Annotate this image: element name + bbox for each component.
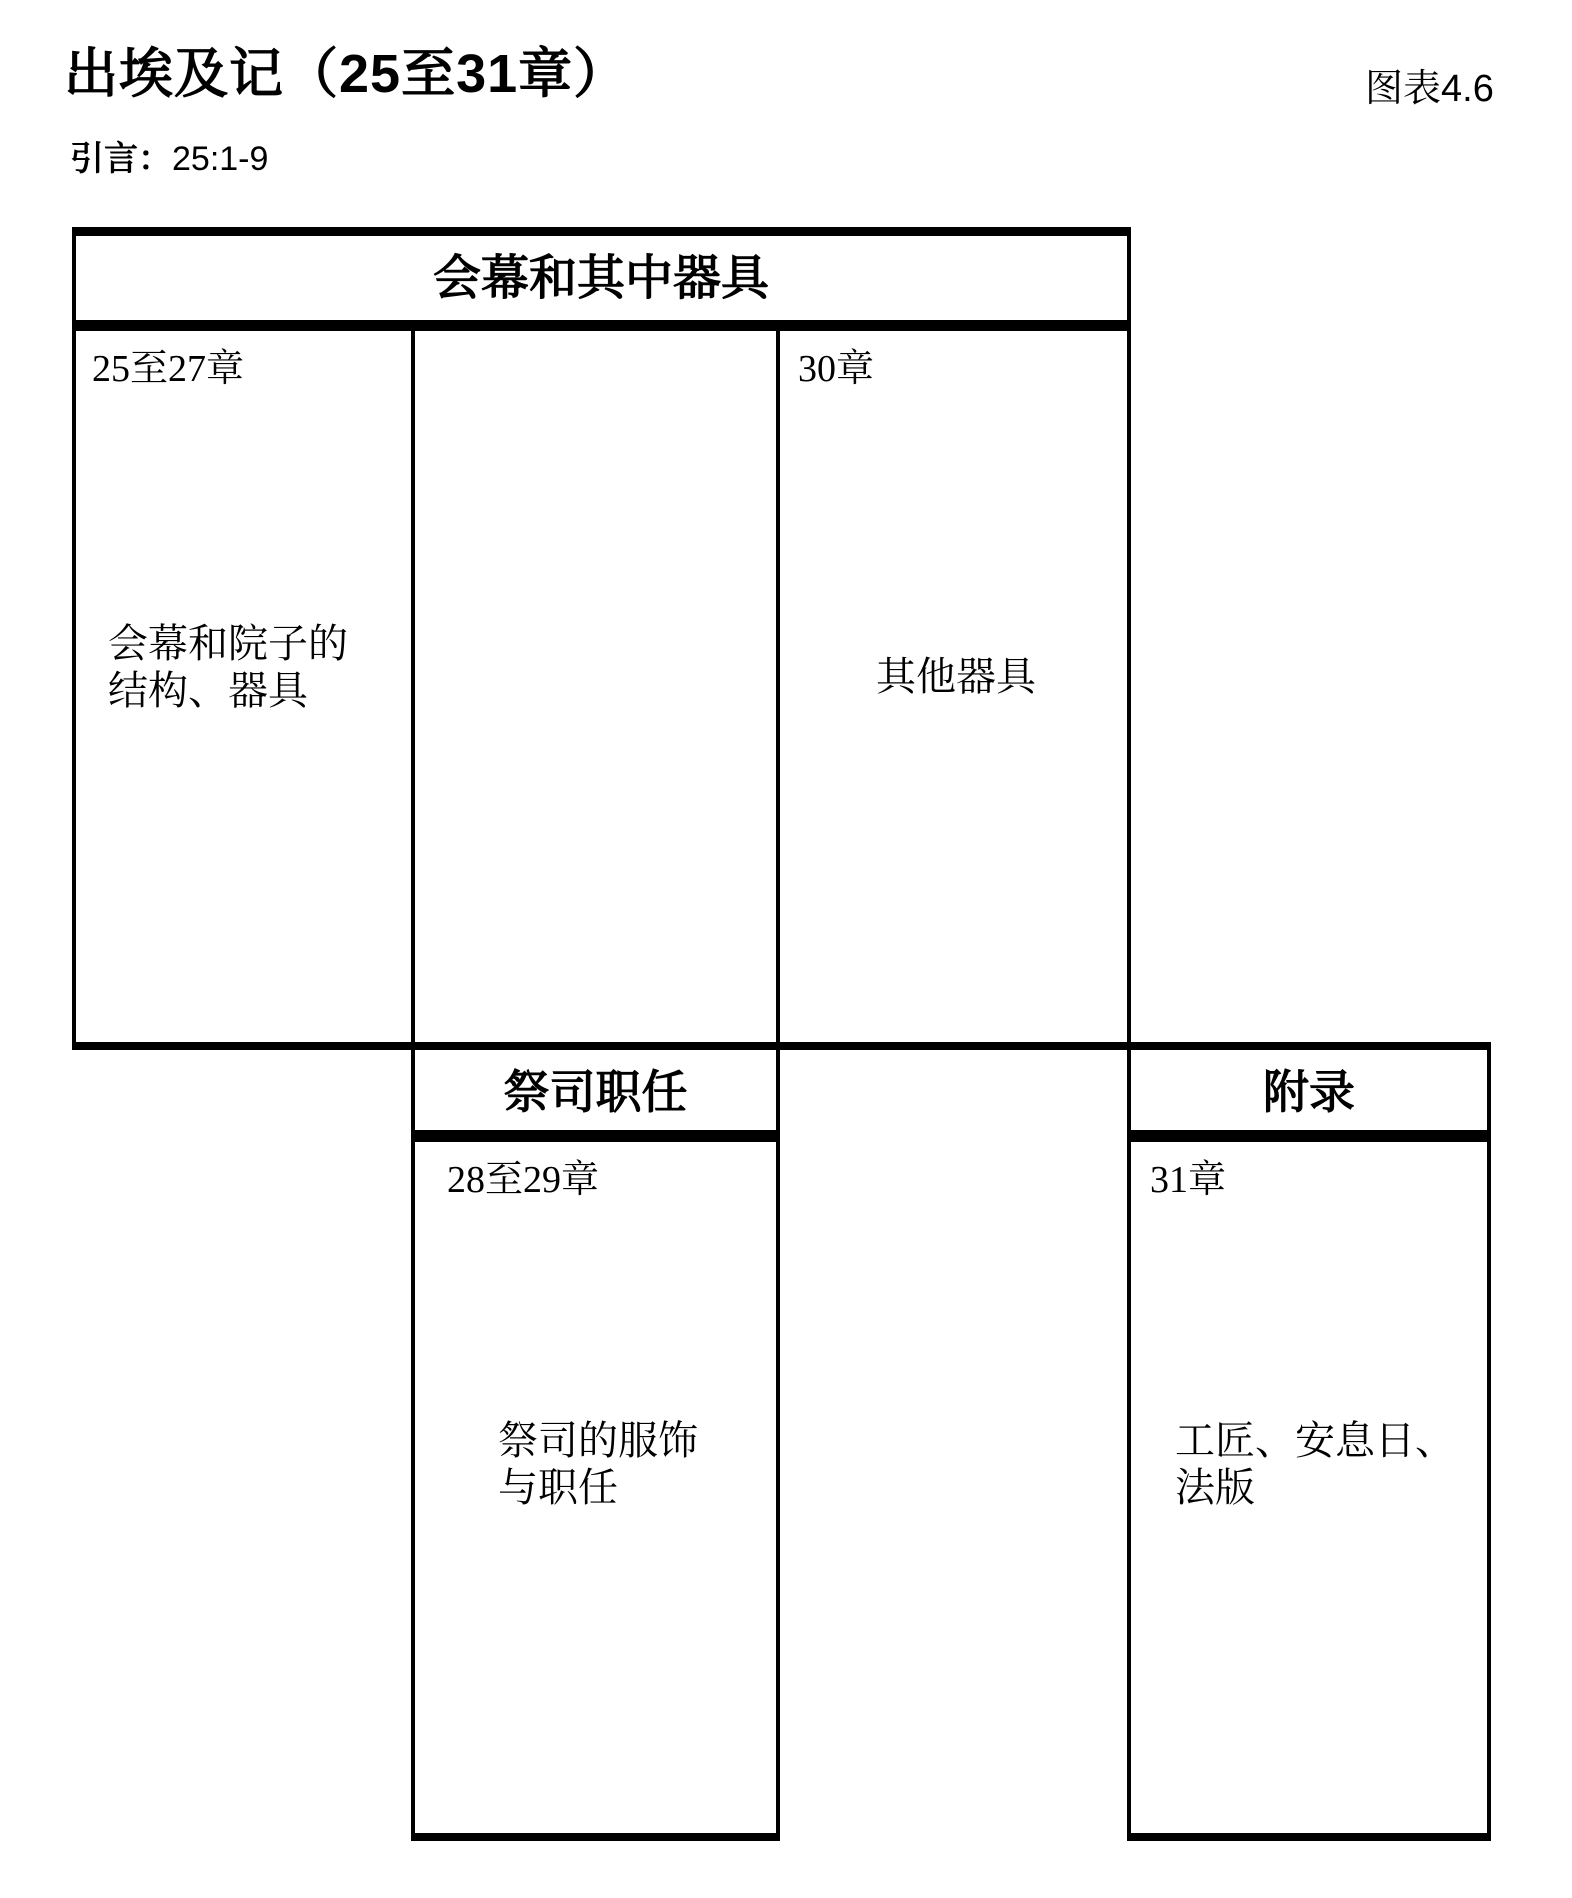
intro-label: 引言： (70, 140, 172, 178)
appendix-box-title: 附录 (1263, 1066, 1355, 1118)
priesthood-content-line1: 祭司的服饰 (498, 1418, 698, 1463)
tabernacle-right-chapter-range-label: 30章 (798, 348, 875, 390)
priesthood-box-title: 祭司职任 (503, 1066, 688, 1118)
appendix-content-line2: 法版 (1175, 1465, 1255, 1510)
intro-line (70, 142, 268, 176)
tabernacle-box-left-border (72, 227, 76, 1049)
page-title: 出埃及记（25至31章） (64, 44, 629, 104)
appendix-chapter-range-label: 31章 (1150, 1159, 1227, 1201)
priesthood-chapter-range-label: 28至29章 (447, 1159, 600, 1201)
intro-reference: 25:1-9 (172, 140, 269, 178)
priesthood-header-underline (413, 1130, 778, 1142)
priesthood-box-content (498, 1417, 698, 1511)
appendix-box-right-border (1487, 1042, 1491, 1841)
tabernacle-box-title: 会幕和其中器具 (432, 252, 769, 305)
tabernacle-left-content-line1: 会幕和院子的 (108, 621, 348, 666)
appendix-box-content (1175, 1417, 1455, 1511)
tabernacle-header-underline (72, 320, 1130, 331)
tabernacle-right-cell-content: 其他器具 (876, 654, 1036, 699)
appendix-box-bottom-border (1127, 1833, 1491, 1841)
priesthood-content-line2: 与职任 (498, 1465, 618, 1510)
priesthood-box-bottom-border (411, 1833, 780, 1841)
tabernacle-left-chapter-range-label: 25至27章 (92, 348, 245, 390)
tabernacle-box-top-border (72, 227, 1130, 236)
tabernacle-appendix-shared-border (1127, 227, 1131, 1841)
tabernacle-left-content-line2: 结构、器具 (108, 668, 308, 713)
tabernacle-left-cell-content (108, 620, 348, 714)
figure-number-label: 图表4.6 (1365, 68, 1494, 110)
appendix-content-line1: 工匠、安息日、 (1175, 1418, 1455, 1463)
main-horizontal-border (72, 1042, 1491, 1050)
appendix-header-underline (1129, 1130, 1489, 1142)
